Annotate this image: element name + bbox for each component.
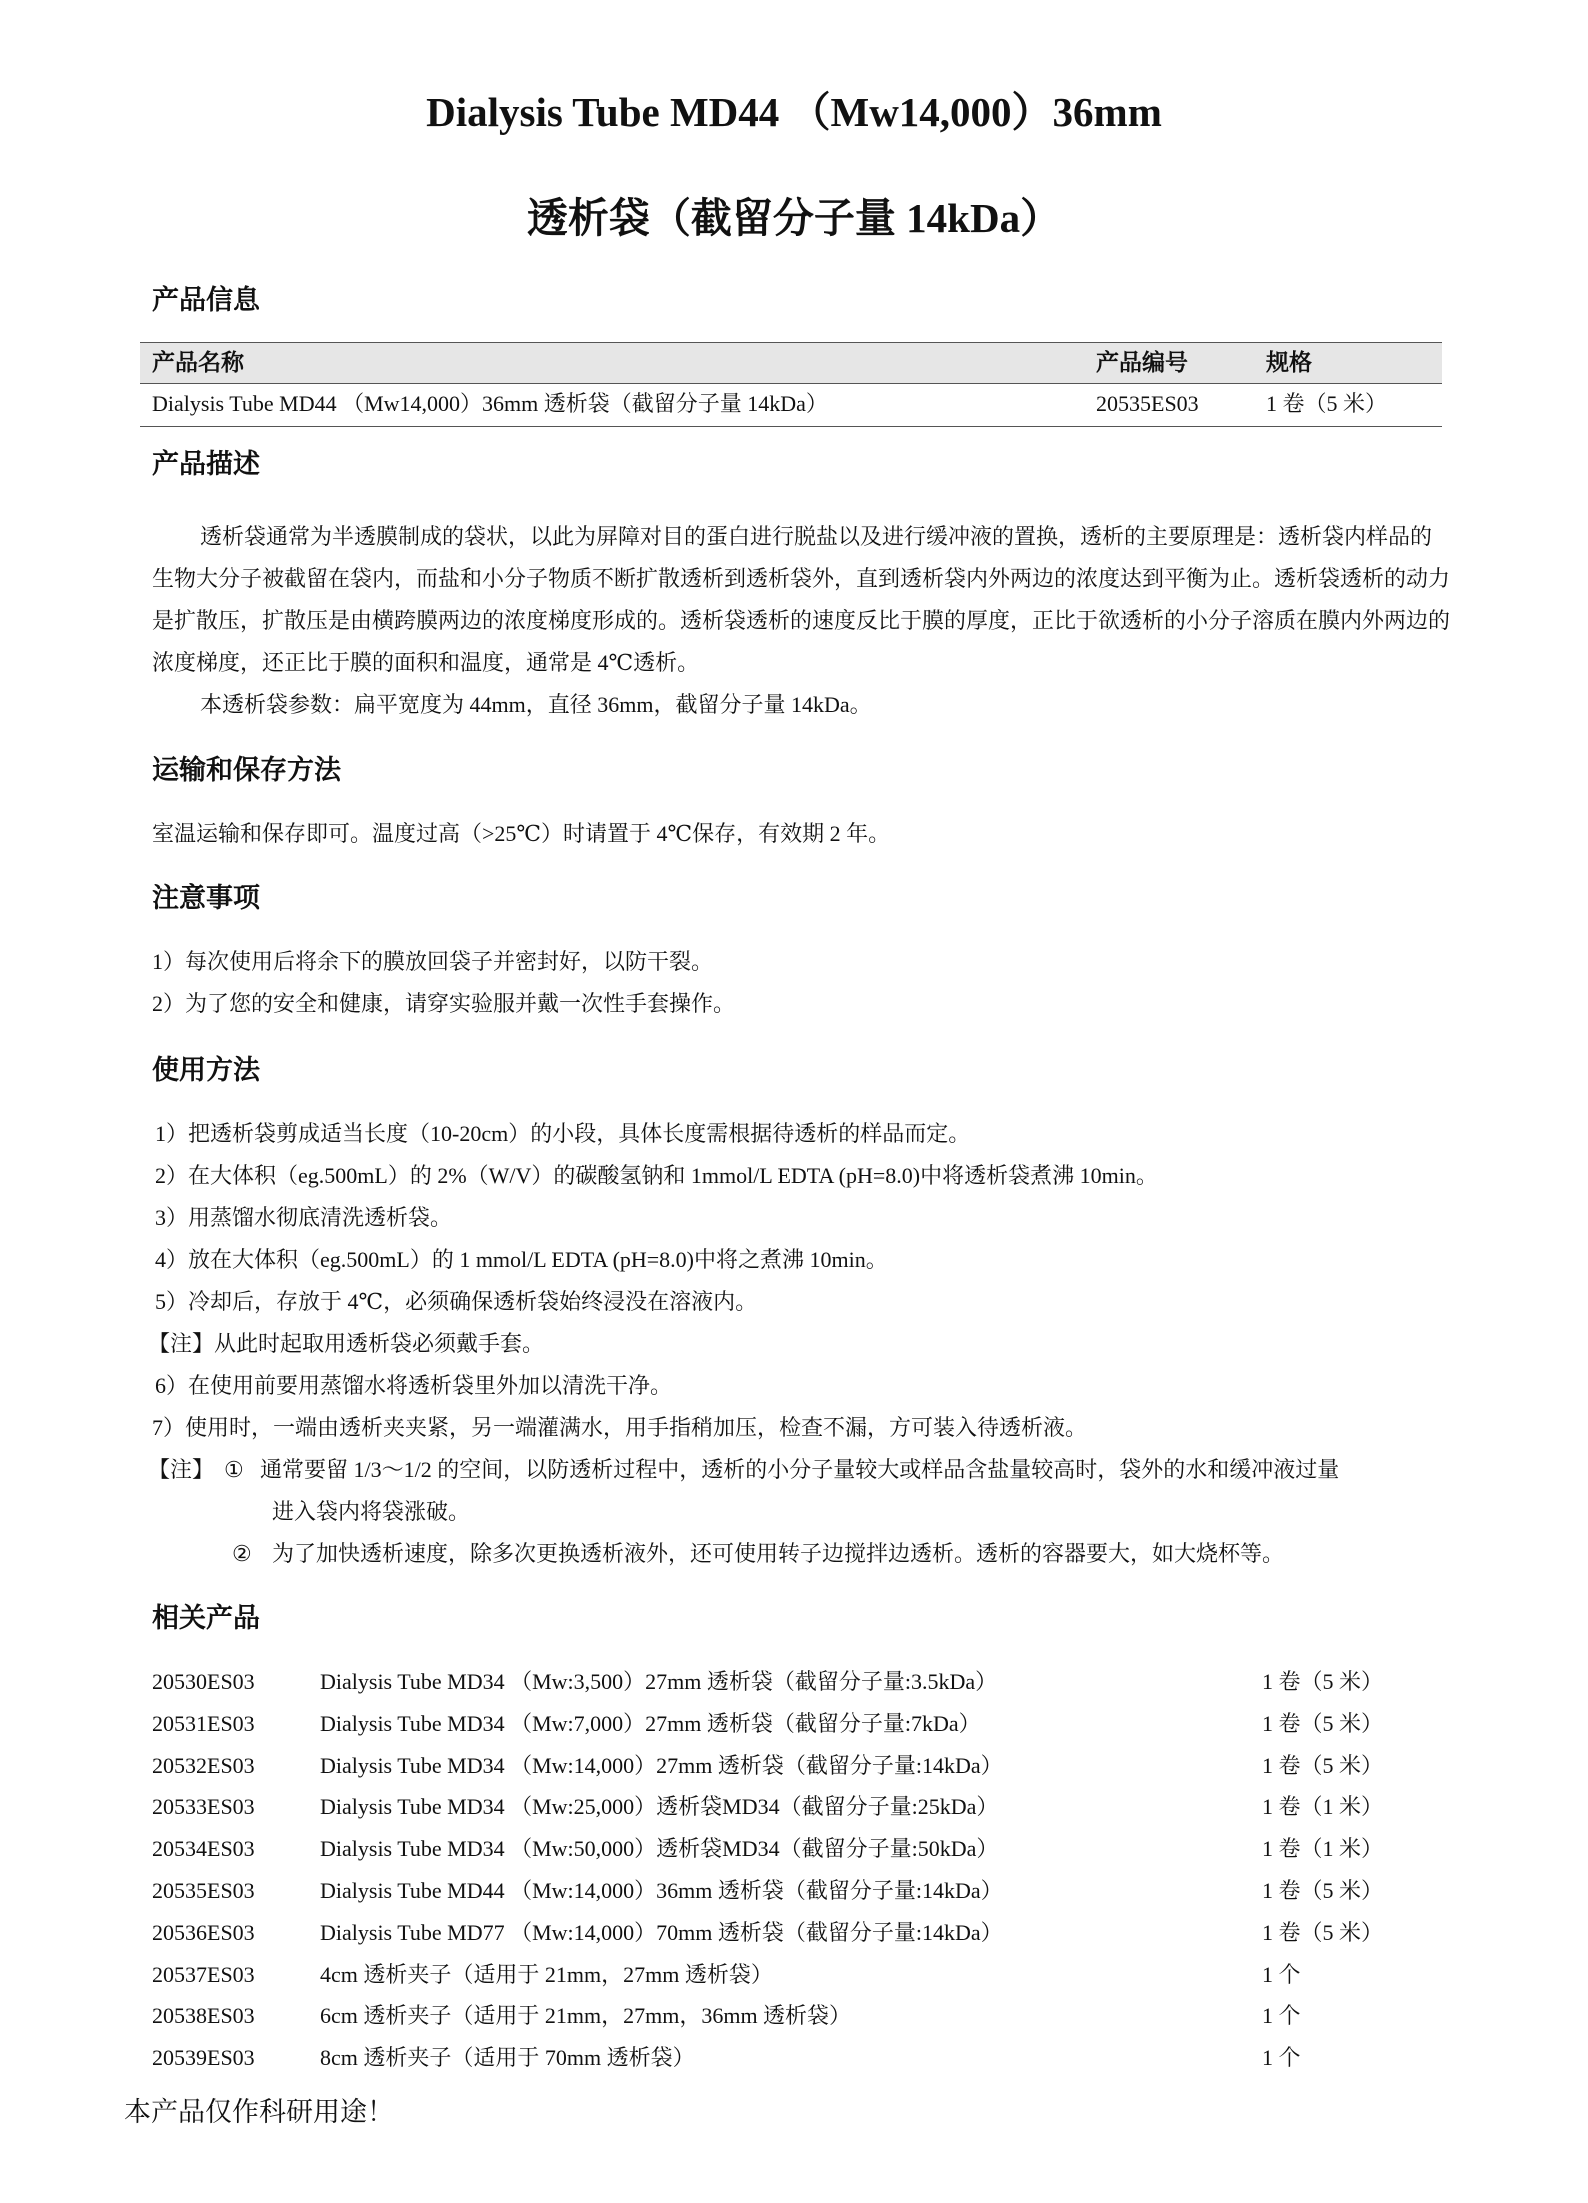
cell-product-name: Dialysis Tube MD44 （Mw14,000）36mm 透析袋（截留分子量 14kDa）	[152, 391, 828, 416]
related-code: 20539ES03	[152, 2045, 255, 2071]
related-spec: 1 个	[1262, 2045, 1301, 2071]
table-row	[152, 2038, 1452, 2078]
related-name: Dialysis Tube MD34 （Mw:14,000）27mm 透析袋（截留分子量:14kDa）	[320, 1752, 1003, 1778]
table-row	[152, 1996, 1452, 2036]
table-header-row	[140, 342, 1442, 384]
table-row	[152, 1871, 1452, 1911]
usage-note-1-marker: ①	[224, 1457, 244, 1482]
table-row	[152, 1913, 1452, 1953]
related-heading: 相关产品	[152, 1603, 260, 1633]
related-code: 20532ES03	[152, 1752, 255, 1778]
document-title-cn: 透析袋（截留分子量 14kDa）	[526, 195, 1062, 241]
related-spec: 1 卷（5 米）	[1262, 1878, 1384, 1903]
related-spec: 1 卷（5 米）	[1262, 1669, 1384, 1694]
usage-step-7: 7）使用时，一端由透析夹夹紧，另一端灌满水，用手指稍加压，检查不漏，方可装入待透析液。	[152, 1415, 1088, 1440]
related-code: 20534ES03	[152, 1836, 255, 1862]
table-row	[152, 1746, 1452, 1786]
storage-text: 室温运输和保存即可。温度过高（>25℃）时请置于 4℃保存，有效期 2 年。	[152, 821, 891, 846]
notes-item-2: 2）为了您的安全和健康，请穿实验服并戴一次性手套操作。	[152, 991, 736, 1016]
related-name: Dialysis Tube MD34 （Mw:50,000）透析袋MD34（截留分子量:50kDa）	[320, 1836, 999, 1862]
cell-spec: 1 卷（5 米）	[1266, 391, 1388, 416]
header-product-name: 产品名称	[152, 350, 244, 375]
related-code: 20535ES03	[152, 1878, 255, 1903]
related-spec: 1 个	[1262, 1961, 1301, 1987]
usage-step-3: 3）用蒸馏水彻底清洗透析袋。	[155, 1205, 453, 1230]
related-spec: 1 卷（5 米）	[1262, 1752, 1384, 1778]
related-spec: 1 卷（1 米）	[1262, 1794, 1384, 1820]
related-spec: 1 个	[1262, 2003, 1301, 2029]
usage-step-1: 1）把透析袋剪成适当长度（10-20cm）的小段，具体长度需根据待透析的样品而定。	[155, 1121, 971, 1146]
usage-step-4: 4）放在大体积（eg.500mL）的 1 mmol/L EDTA (pH=8.0)中将之煮沸 10min。	[155, 1247, 888, 1272]
related-code: 20531ES03	[152, 1710, 255, 1736]
header-spec: 规格	[1266, 350, 1312, 375]
research-use-footer: 本产品仅作科研用途！	[124, 2097, 394, 2127]
notes-heading: 注意事项	[152, 883, 260, 913]
related-name: Dialysis Tube MD34 （Mw:7,000）27mm 透析袋（截留分子量:7kDa）	[320, 1710, 981, 1736]
related-name: Dialysis Tube MD34 （Mw:3,500）27mm 透析袋（截留分子量:3.5kDa）	[320, 1669, 998, 1694]
table-row	[140, 384, 1442, 427]
description-paragraph-2: 本透析袋参数：扁平宽度为 44mm，直径 36mm，截留分子量 14kDa。	[200, 692, 872, 717]
usage-note-1-line-1: 通常要留 1/3～1/2 的空间，以防透析过程中，透析的小分子量较大或样品含盐量较高时，袋外的水和缓冲液过量	[260, 1457, 1340, 1482]
notes-item-1: 1）每次使用后将余下的膜放回袋子并密封好，以防干裂。	[152, 949, 714, 974]
usage-note-2-text: 为了加快透析速度，除多次更换透析液外，还可使用转子边搅拌边透析。透析的容器要大，如大烧杯等。	[272, 1541, 1285, 1566]
related-spec: 1 卷（5 米）	[1262, 1710, 1384, 1736]
table-row	[152, 1704, 1452, 1744]
product-info-table	[140, 342, 1442, 427]
related-code: 20536ES03	[152, 1919, 255, 1945]
related-code: 20533ES03	[152, 1794, 255, 1820]
usage-note-2-marker: ②	[232, 1541, 252, 1566]
related-spec: 1 卷（5 米）	[1262, 1919, 1384, 1945]
related-name: 4cm 透析夹子（适用于 21mm，27mm 透析袋）	[320, 1961, 773, 1987]
related-name: Dialysis Tube MD44 （Mw:14,000）36mm 透析袋（截留分子量:14kDa）	[320, 1878, 1003, 1903]
usage-step-2: 2）在大体积（eg.500mL）的 2%（W/V）的碳酸氢钠和 1mmol/L EDTA (pH=8.0)中将透析袋煮沸 10min。	[155, 1163, 1158, 1188]
related-name: Dialysis Tube MD34 （Mw:25,000）透析袋MD34（截留分子量:25kDa）	[320, 1794, 999, 1820]
usage-note-label: 【注】	[148, 1457, 215, 1482]
related-name: 6cm 透析夹子（适用于 21mm，27mm，36mm 透析袋）	[320, 2003, 852, 2029]
related-name: 8cm 透析夹子（适用于 70mm 透析袋）	[320, 2045, 695, 2071]
usage-note-1-line-2: 进入袋内将袋涨破。	[272, 1499, 471, 1524]
usage-step-5: 5）冷却后，存放于 4℃，必须确保透析袋始终浸没在溶液内。	[155, 1289, 758, 1314]
table-row	[152, 1662, 1452, 1702]
related-code: 20530ES03	[152, 1669, 255, 1694]
product-info-heading: 产品信息	[152, 285, 260, 315]
related-code: 20538ES03	[152, 2003, 255, 2029]
table-row	[152, 1955, 1452, 1995]
table-row	[152, 1829, 1452, 1869]
usage-heading: 使用方法	[152, 1055, 260, 1085]
storage-heading: 运输和保存方法	[152, 755, 341, 785]
table-row	[152, 1787, 1452, 1827]
related-code: 20537ES03	[152, 1961, 255, 1987]
description-paragraph-1: 透析袋通常为半透膜制成的袋状，以此为屏障对目的蛋白进行脱盐以及进行缓冲液的置换，透析的主要原理是：透析袋内样品的生物大分子被截留在袋内，而盐和小分子物质不断扩散透析到透析袋外，直到透析袋内外两边的浓度达到平衡为止。透析袋透析的动力是扩散压，扩散压是由横跨膜两边的浓度梯度形成的。透析袋透析的速度反比于膜的厚度，正比于欲透析的小分子溶质在膜内外两边的浓度梯度，还正比于膜的面积和温度，通常是 4℃透析。	[152, 524, 1451, 675]
description-heading: 产品描述	[152, 449, 260, 479]
header-product-code: 产品编号	[1096, 350, 1188, 375]
document-title-en: Dialysis Tube MD44 （Mw14,000）36mm	[426, 89, 1162, 135]
usage-note-gloves: 【注】从此时起取用透析袋必须戴手套。	[148, 1331, 545, 1356]
usage-step-6: 6）在使用前要用蒸馏水将透析袋里外加以清洗干净。	[155, 1373, 673, 1398]
related-spec: 1 卷（1 米）	[1262, 1836, 1384, 1862]
related-name: Dialysis Tube MD77 （Mw:14,000）70mm 透析袋（截留分子量:14kDa）	[320, 1919, 1003, 1945]
cell-product-code: 20535ES03	[1096, 391, 1199, 416]
